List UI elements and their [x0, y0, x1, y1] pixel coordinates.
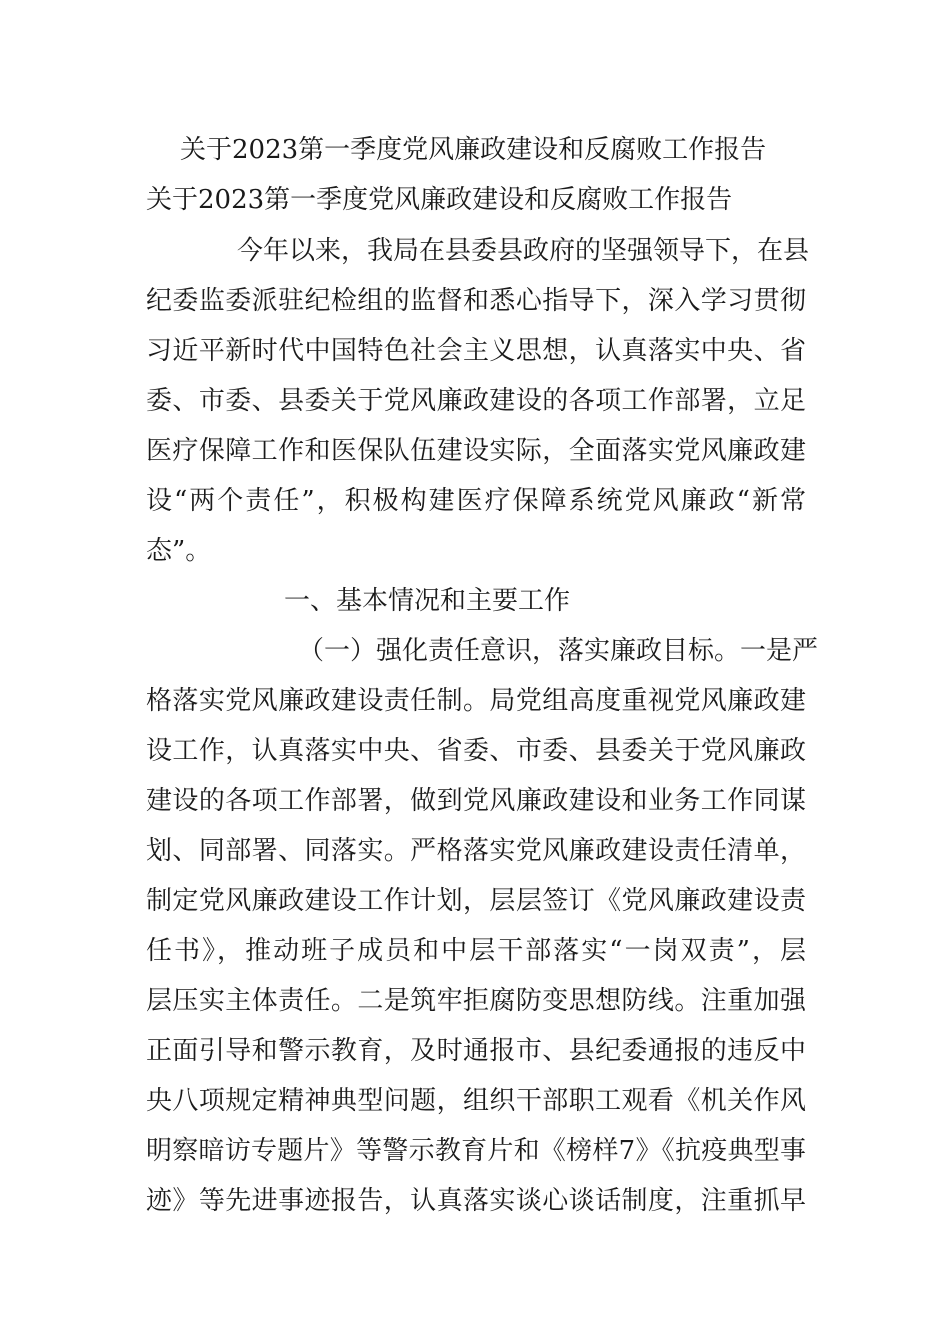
intro-paragraph-line: 态”。: [146, 536, 212, 566]
subsection-paragraph-line: 层压实主体责任。二是筑牢拒腐防变思想防线。注重加强: [146, 986, 806, 1016]
intro-paragraph-line: 今年以来，我局在县委县政府的坚强领导下，在县: [237, 236, 810, 266]
subsection-paragraph-line: 正面引导和警示教育，及时通报市、县纪委通报的违反中: [146, 1036, 806, 1066]
subsection-paragraph-line: 划、同部署、同落实。严格落实党风廉政建设责任清单，: [146, 836, 806, 866]
subsection-paragraph-line: 制定党风廉政建设工作计划，层层签订《党风廉政建设责: [146, 886, 806, 916]
intro-paragraph-line: 纪委监委派驻纪检组的监督和悉心指导下，深入学习贯彻: [146, 286, 806, 316]
intro-paragraph-line: 习近平新时代中国特色社会主义思想，认真落实中央、省: [146, 336, 806, 366]
subsection-paragraph-line: 迹》等先进事迹报告，认真落实谈心谈话制度，注重抓早: [146, 1186, 806, 1216]
intro-paragraph-line: 医疗保障工作和医保队伍建设实际，全面落实党风廉政建: [146, 436, 806, 466]
document-title: 关于2023第一季度党风廉政建设和反腐败工作报告: [180, 135, 767, 165]
document-title-repeat: 关于2023第一季度党风廉政建设和反腐败工作报告: [146, 185, 733, 215]
subsection-paragraph-line: 设工作，认真落实中央、省委、市委、县委关于党风廉政: [146, 736, 806, 766]
subsection-paragraph-line: （一）强化责任意识，落实廉政目标。一是严: [298, 636, 819, 666]
subsection-paragraph-line: 央八项规定精神典型问题，组织干部职工观看《机关作风: [146, 1086, 806, 1116]
intro-paragraph-line: 设“两个责任”，积极构建医疗保障系统党风廉政“新常: [146, 486, 806, 516]
subsection-paragraph-line: 明察暗访专题片》等警示教育片和《榜样7》《抗疫典型事: [146, 1136, 806, 1166]
subsection-paragraph-line: 建设的各项工作部署，做到党风廉政建设和业务工作同谋: [146, 786, 806, 816]
section-heading: 一、基本情况和主要工作: [284, 586, 571, 616]
intro-paragraph-line: 委、市委、县委关于党风廉政建设的各项工作部署，立足: [146, 386, 806, 416]
subsection-paragraph-line: 任书》，推动班子成员和中层干部落实“一岗双责”，层: [146, 936, 806, 966]
subsection-paragraph-line: 格落实党风廉政建设责任制。局党组高度重视党风廉政建: [146, 686, 806, 716]
